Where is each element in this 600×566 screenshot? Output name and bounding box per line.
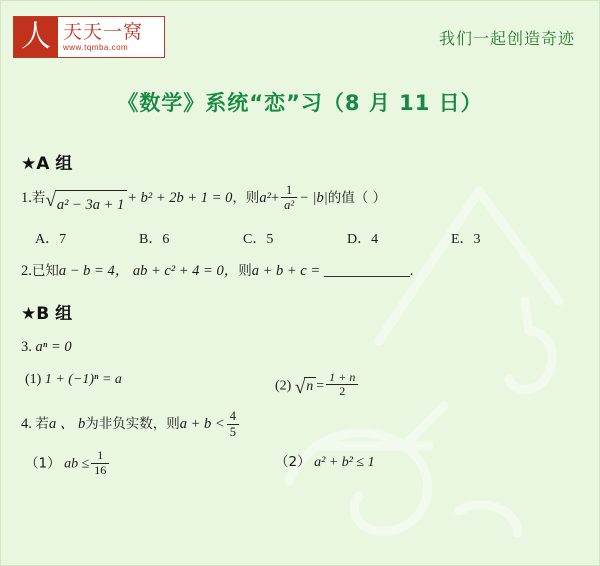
option-a[interactable]: A．7 [35, 231, 67, 247]
sub-2-label: （2） [275, 454, 311, 471]
fraction-denominator: 5 [227, 424, 239, 439]
question-3 [21, 334, 577, 362]
question-3-expression: aⁿ = 0 [35, 339, 72, 356]
question-1-fraction [281, 183, 297, 213]
fraction-numerator: 1 [286, 182, 293, 197]
question-1-then: ，则 [232, 190, 260, 207]
question-2-answer-blank[interactable] [324, 263, 410, 277]
document-content [1, 117, 599, 479]
sub-2-equals: = [316, 378, 325, 394]
sqrt-icon: √ [294, 377, 306, 399]
question-1-number: 1. [21, 190, 32, 207]
page-header [1, 1, 599, 65]
option-d[interactable]: D．4 [347, 231, 379, 247]
page-title: 《数学》系统“恋”习（8 月 11 日） [117, 91, 483, 115]
question-2-number: 2. [21, 262, 32, 279]
question-4-sub-2 [275, 450, 525, 479]
sub-2-expression: a² + b² ≤ 1 [314, 455, 375, 471]
question-4-tail: a + b < [179, 416, 225, 433]
question-3-subitems [21, 369, 577, 401]
fraction-denominator: 16 [91, 463, 109, 478]
group-b-heading: ★B 组 [21, 304, 73, 325]
logo-url: www.tqmba.com [63, 42, 129, 52]
question-3-sub-1 [25, 372, 275, 401]
question-2-then: 则 [238, 262, 252, 279]
question-4-lead: 若 [35, 416, 49, 433]
sub-2-sqrt [294, 377, 316, 399]
option-e[interactable]: E．3 [451, 231, 481, 247]
sqrt-icon: √ [45, 190, 56, 212]
question-1-radicand [55, 190, 127, 220]
question-2-result: a + b + c = [251, 262, 324, 279]
question-4-sub-1 [25, 447, 275, 479]
fraction-denominator: a² [281, 197, 297, 212]
sub-1-expression: ab ≤ [64, 456, 90, 472]
sub-1-expression: 1 + (−1)ⁿ = a [44, 371, 122, 387]
question-1-sqrt [45, 190, 127, 220]
question-4-mid: 为非负实数，则 [85, 416, 180, 433]
question-2-cond1: a − b = 4， [58, 262, 130, 279]
logo-text [58, 20, 164, 52]
question-1-tail-cn: 的值（ ） [327, 190, 387, 207]
question-4 [21, 410, 577, 440]
fraction-numerator: 1 [97, 447, 104, 462]
sub-1-fraction [91, 449, 109, 478]
header-slogan: 我们一起创造奇迹 [438, 28, 575, 48]
site-logo [13, 16, 165, 58]
fraction-denominator: 2 [326, 384, 358, 399]
fraction-numerator: 4 [229, 409, 236, 424]
radicand-rest: ² − 3a + 1 [64, 197, 125, 214]
logo-brand-name: 天天一窝 [63, 20, 144, 43]
question-3-sub-2 [275, 369, 525, 401]
option-c[interactable]: C．5 [243, 231, 274, 247]
question-1-minus-abs: − |b| [299, 190, 328, 207]
question-2-lead: 已知 [31, 262, 59, 279]
question-1-lead: 若 [31, 190, 46, 207]
question-2 [21, 258, 577, 286]
question-1 [21, 184, 577, 220]
logo-mark: 人 [14, 17, 58, 57]
option-b[interactable]: B．6 [139, 231, 170, 247]
sub-1-label: (1) [25, 371, 42, 387]
sub-2-fraction [326, 371, 358, 400]
question-1-after-root: + b² + 2b + 1 = 0 [127, 190, 233, 207]
question-4-number: 4. [21, 416, 32, 433]
sub-2-radicand: n [304, 377, 316, 396]
question-4-fraction [227, 409, 239, 439]
radicand-a: a [56, 197, 65, 214]
question-1-tail-a2: a² [259, 190, 271, 207]
question-3-number: 3. [21, 339, 32, 356]
fraction-numerator: 1 + n [329, 369, 356, 384]
question-2-end: . [409, 262, 414, 279]
question-4-vars: a 、 b [49, 416, 86, 433]
question-4-subitems [21, 447, 577, 479]
sub-1-label: （1） [25, 455, 61, 472]
question-1-plus: + [270, 190, 280, 207]
group-a-heading: ★A 组 [21, 154, 73, 174]
sub-2-label: (2) [275, 378, 292, 394]
question-2-cond2: ab + c² + 4 = 0， [132, 262, 239, 279]
question-1-options [21, 228, 577, 248]
